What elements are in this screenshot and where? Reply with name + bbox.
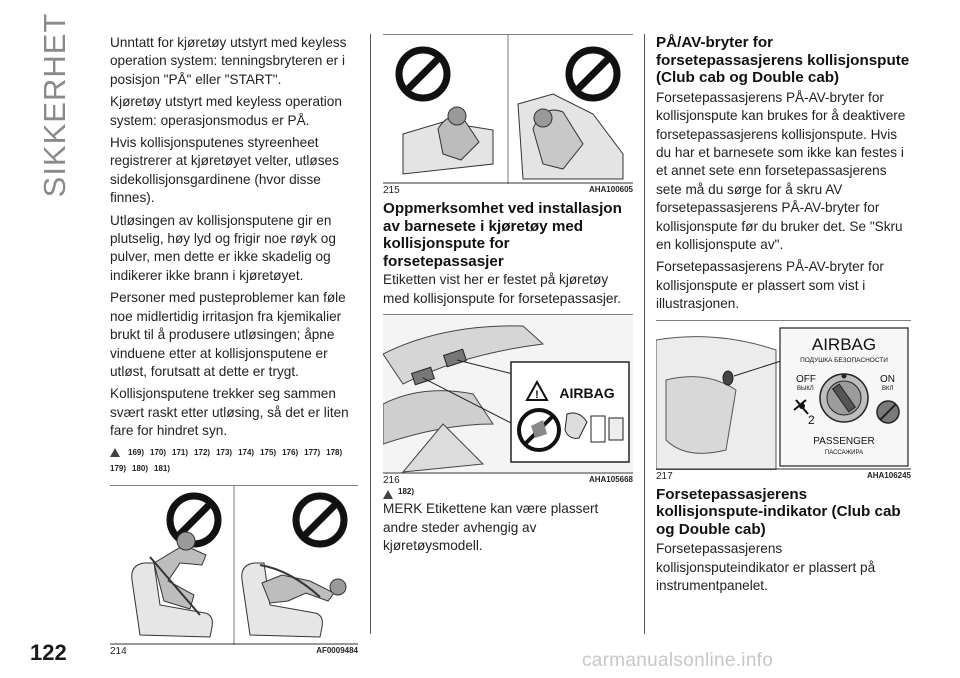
section-heading: Oppmerksomhet ved installasjon av barnesete i kjøretøy med kollisjonspute for forsetepassasjer bbox=[383, 200, 622, 270]
ref-link[interactable]: 176) bbox=[282, 447, 299, 457]
paragraph: Personer med pusteproblemer kan føle noe midlertidig irritasjon fra kjemikalier brukt til å produsere utløsingen; åpne vinduene etter at kollisjonsputene er utløst, forutsatt at dette er trygt. bbox=[110, 290, 346, 379]
child-seat-prohibition-illustration bbox=[383, 34, 633, 184]
column-divider bbox=[644, 34, 645, 634]
figure-217 bbox=[656, 320, 911, 482]
switch-title: AIRBAG bbox=[811, 334, 877, 354]
switch-subtitle: ПОДУШКА БЕЗОПАСНОСТИ bbox=[800, 356, 888, 364]
column-3 bbox=[656, 34, 911, 600]
section-tab-label: SIKKERHET bbox=[37, 12, 72, 198]
figure-code: AHA106245 bbox=[866, 470, 911, 480]
warning-triangle-icon bbox=[110, 448, 120, 457]
paragraph: Unntatt for kjøretøy utstyrt med keyless operation system: tenningsbryteren er i posisjon "PÅ" eller "START". bbox=[110, 35, 347, 87]
seating-posture-illustration bbox=[110, 485, 358, 645]
svg-text:!: ! bbox=[535, 389, 539, 402]
figure-code: AF0009484 bbox=[316, 645, 358, 655]
ref-link[interactable]: 181) bbox=[154, 463, 171, 473]
on-label: ON bbox=[880, 373, 895, 385]
passenger-label: PASSENGER bbox=[813, 435, 875, 447]
passenger-label-ru: ПАССАЖИРА bbox=[824, 449, 864, 456]
airbag-on-icon bbox=[877, 401, 899, 423]
paragraph: Utløsingen av kollisjonsputene gir en plutselig, høy lyd og frigir noe røyk og pulver, men dette er ikke skadelig og indikerer ikke brann i kjøretøyet. bbox=[110, 212, 336, 283]
prohibition-icon bbox=[296, 496, 344, 544]
paragraph: Forsetepassasjerens kollisjonsputeindikator er plassert på instrumentpanelet. bbox=[656, 541, 876, 594]
figure-number: 215 bbox=[383, 185, 400, 196]
paragraph: Forsetepassasjerens PÅ-AV-bryter for kollisjonspute kan brukes for å deaktivere forsetepassasjerens kollisjonspute. Hvis du har et barnesete som ikke kan festes i et annet sete enn forsetepassasjerens sete må du sørge for å skru AV forsetepassasjerens PÅ-AV-bryter for kollisjonspute før du bruker det. Se "Skru en kollisjonspute av". bbox=[656, 89, 906, 253]
figure-number: 216 bbox=[383, 475, 400, 487]
ref-link[interactable]: 174) bbox=[238, 447, 255, 457]
section-tab bbox=[30, 12, 80, 198]
figure-number: 214 bbox=[110, 645, 127, 657]
figure-number: 217 bbox=[656, 470, 673, 482]
figure-214 bbox=[110, 485, 358, 657]
section-heading: Forsetepassasjerens kollisjonspute-indikator (Club cab og Double cab) bbox=[656, 485, 901, 538]
ref-link[interactable]: 178) bbox=[326, 447, 343, 457]
section-heading: PÅ/AV-bryter for forsetepassasjerens kollisjonspute (Club cab og Double cab) bbox=[656, 34, 910, 87]
prohibition-icon bbox=[399, 50, 447, 98]
ref-link[interactable]: 169) bbox=[128, 447, 145, 457]
page-number: 122 bbox=[30, 640, 67, 665]
ref-link[interactable]: 171) bbox=[172, 447, 189, 457]
ref-link[interactable]: 179) bbox=[110, 463, 127, 473]
prohibition-icon bbox=[569, 50, 617, 98]
column-divider bbox=[370, 34, 371, 634]
paragraph: Kjøretøy utstyrt med keyless operation system: operasjonsmodus er PÅ. bbox=[110, 94, 342, 128]
airbag-label-text: AIRBAG bbox=[559, 385, 615, 402]
off-label: OFF bbox=[796, 373, 816, 385]
warning-references bbox=[110, 445, 358, 477]
off-label-ru: ВЫКЛ bbox=[797, 385, 814, 392]
ref-link[interactable]: 182) bbox=[398, 487, 415, 497]
paragraph: Etiketten vist her er festet på kjøretøy med kollisjonspute for forsetepassasjer. bbox=[383, 272, 622, 306]
airbag-label-illustration bbox=[383, 314, 633, 474]
airbag-key-switch-icon[interactable] bbox=[820, 373, 868, 422]
figure-code: AHA105668 bbox=[588, 475, 633, 485]
warning-triangle-icon bbox=[383, 490, 393, 499]
figure-215 bbox=[383, 34, 633, 196]
ref-link[interactable]: 175) bbox=[260, 447, 277, 457]
ref-link[interactable]: 170) bbox=[150, 447, 167, 457]
ref-link[interactable]: 177) bbox=[304, 447, 321, 457]
figure-code: AHA100605 bbox=[588, 185, 633, 194]
airbag-switch-illustration bbox=[656, 320, 911, 470]
watermark: carmanualsonline.info bbox=[582, 650, 774, 671]
ref-link[interactable]: 173) bbox=[216, 447, 233, 457]
callout-number: 2 bbox=[808, 412, 815, 427]
ref-link[interactable]: 172) bbox=[194, 447, 211, 457]
column-1 bbox=[110, 34, 358, 657]
warning-reference bbox=[383, 487, 633, 496]
paragraph: Kollisjonsputene trekker seg sammen svært raskt etter utløsing, så det er liten fare for hindret syn. bbox=[110, 386, 349, 439]
on-label-ru: ВКЛ bbox=[882, 385, 894, 392]
ref-link[interactable]: 180) bbox=[132, 463, 149, 473]
note-paragraph: MERK Etikettene kan være plassert andre steder avhengig av kjøretøysmodell. bbox=[383, 501, 599, 553]
figure-216 bbox=[383, 314, 633, 486]
paragraph: Hvis kollisjonsputenes styreenheet registrerer at kjøretøyet velter, utløses sidekollisjonsgardinene (hvor disse finnes). bbox=[110, 135, 339, 206]
column-2 bbox=[383, 34, 633, 559]
paragraph: Forsetepassasjerens PÅ-AV-bryter for kollisjonspute er plassert som vist i illustrasjonen. bbox=[656, 259, 884, 312]
